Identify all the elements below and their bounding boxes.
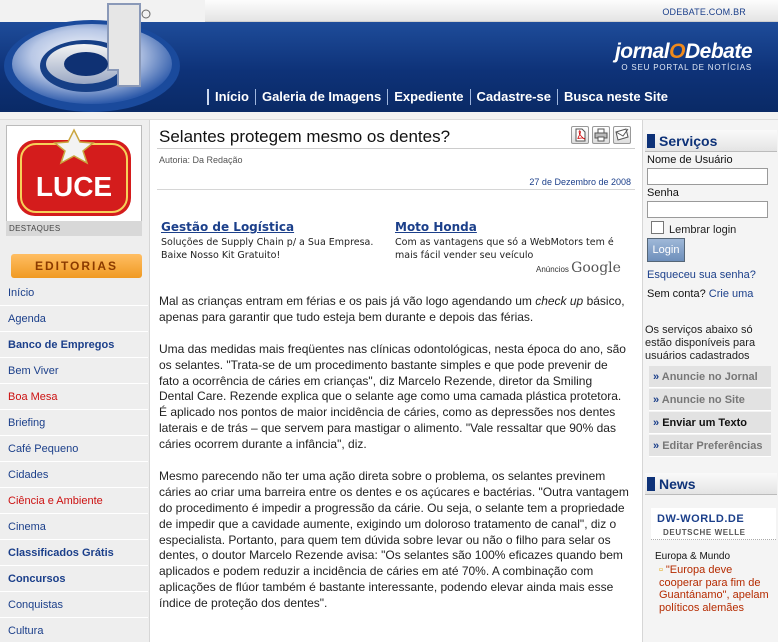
header-strip xyxy=(0,112,778,120)
news-item-link[interactable]: ▫ "Europa deve cooperar para fim de Guantánamo", apelam políticos alemães xyxy=(659,564,769,614)
username-label: Nome de Usuário xyxy=(647,154,733,166)
brand xyxy=(615,40,752,72)
title-divider xyxy=(157,148,635,149)
menu-item-classificados[interactable]: Classificados Grátis xyxy=(0,540,148,566)
print-icon[interactable] xyxy=(592,126,610,144)
news-category: Europa & Mundo xyxy=(655,551,731,562)
news-header: News xyxy=(645,473,777,495)
menu-item-concursos[interactable]: Concursos xyxy=(0,566,148,592)
luce-logo xyxy=(7,126,141,222)
nav-busca[interactable]: Busca neste Site xyxy=(557,89,674,105)
right-column xyxy=(642,120,778,642)
ad-text: Soluções de Supply Chain p/ a Sua Empresa. Baixe Nosso Kit Gratuito! xyxy=(161,237,374,261)
remember-label: Lembrar login xyxy=(669,224,737,236)
menu-item-bem-viver[interactable]: Bem Viver xyxy=(0,358,148,384)
site-domain[interactable]: ODEBATE.COM.BR xyxy=(662,7,746,17)
email-icon[interactable] xyxy=(613,126,631,144)
sponsor-label: DESTAQUES xyxy=(6,221,142,236)
site-logo[interactable] xyxy=(0,0,205,112)
article-paragraph: Mal as crianças entram em férias e os pais já vão logo agendando um check up básico, apenas para garantir que tudo esteja bem durante e depois das férias. xyxy=(159,294,625,324)
dw-subtitle: DEUTSCHE WELLE xyxy=(663,528,746,537)
menu-item-cafe-pequeno[interactable]: Café Pequeno xyxy=(0,436,148,462)
date-divider xyxy=(157,189,635,190)
section-marker xyxy=(647,134,655,148)
service-enviar-texto[interactable]: » Enviar um Texto xyxy=(649,412,771,434)
service-editar-preferencias[interactable]: » Editar Preferências xyxy=(649,435,771,457)
service-anuncie-jornal[interactable]: » Anuncie no Jornal xyxy=(649,366,771,388)
nav-galeria[interactable]: Galeria de Imagens xyxy=(255,89,387,105)
menu-item-briefing[interactable]: Briefing xyxy=(0,410,148,436)
ad-title-link[interactable]: Moto Honda xyxy=(395,220,477,234)
ad-block xyxy=(395,220,615,262)
menu-item-cidades[interactable]: Cidades xyxy=(0,462,148,488)
ad-block xyxy=(161,220,381,262)
logo-d-icon xyxy=(0,0,205,112)
article-tools xyxy=(571,126,631,144)
editorias-header: EDITORIAS xyxy=(11,254,142,278)
username-field[interactable] xyxy=(647,168,768,185)
menu-item-inicio[interactable]: Início xyxy=(0,280,148,306)
sponsor-banner[interactable] xyxy=(6,125,142,235)
section-marker xyxy=(647,477,655,491)
no-account-text: Sem conta? Crie uma xyxy=(647,288,754,300)
article-paragraph: Mesmo parecendo não ter uma ação direta sobre o problema, os selantes previnem cáries ao criar uma barreira entre os dentes e os açúcares e bactérias. "Outra vantagem do procedimento é impedir a progressão da cárie. Ou seja, o selante tem a propriedade de impedir que a cavidade aumente, exigindo um doloroso tratamento de canal", diz o especialista. Portanto, para quem tem dúvida sobre levar ou não o filho para selar os dentes, o doutor Marcelo Rezende avisa: "Os selantes são 100% eficazes quando bem aplicados e podem reduzir a incidência de cáries em até 70%. A combinação com aplicações de flúor também é bastante interessante, podendo elevar ainda mais esse índice de proteção dos dentes". xyxy=(159,468,629,611)
ads-by-label: Anúncios xyxy=(536,265,569,274)
service-anuncie-site[interactable]: » Anuncie no Site xyxy=(649,389,771,411)
svg-text:LUCE: LUCE xyxy=(35,171,113,202)
article-title: Selantes protegem mesmo os dentes? xyxy=(159,127,451,146)
brand-tagline: O SEU PORTAL DE NOTÍCIAS xyxy=(621,63,752,72)
menu-item-banco-de-empregos[interactable]: Banco de Empregos xyxy=(0,332,148,358)
article-paragraph: Uma das medidas mais freqüentes nas clínicas odontológicas, nesta época do ano, são os selantes. "Trata-se de um procedimento bastante simples e que pode prevenir de fato a ocorrência de cáries em crianças", diz Marcelo Rezende, diretor da Smiling Dental Care. Rezende explica que o selante age como uma camada plástica protetora. É aplicado nos pontos de maior incidência de cáries, como as depressões nos dentes laterais e de trás – que servem para mastigar o alimento. "Vale ressaltar que 90% das cáries ocorrem durante a infância", diz. xyxy=(159,341,626,452)
article-date: 27 de Dezembro de 2008 xyxy=(529,177,631,187)
password-label: Senha xyxy=(647,187,679,199)
nav-inicio[interactable]: Início xyxy=(207,89,255,105)
article-body xyxy=(159,294,629,628)
article xyxy=(151,120,641,642)
brand-name: jornalODebate xyxy=(614,40,752,63)
ad-text: Com as vantagens que só a WebMotors tem é mais fácil vender seu veículo xyxy=(395,237,614,261)
menu-item-ciencia-e-ambiente[interactable]: Ciência e Ambiente xyxy=(0,488,148,514)
ad-title-link[interactable]: Gestão de Logística xyxy=(161,220,295,234)
password-field[interactable] xyxy=(647,201,768,218)
services-header: Serviços xyxy=(645,130,777,152)
bullet-icon: ▫ xyxy=(659,564,663,576)
nav-expediente[interactable]: Expediente xyxy=(387,89,469,105)
ads-by-google[interactable] xyxy=(536,260,621,276)
pdf-icon[interactable] xyxy=(571,126,589,144)
menu-item-agenda[interactable]: Agenda xyxy=(0,306,148,332)
menu-item-cinema[interactable]: Cinema xyxy=(0,514,148,540)
create-account-link[interactable]: Crie uma xyxy=(708,288,754,300)
remember-checkbox[interactable] xyxy=(651,221,664,234)
editorias-menu xyxy=(0,280,148,642)
main-nav xyxy=(207,84,674,110)
forgot-password-link[interactable]: Esqueceu sua senha? xyxy=(647,269,756,281)
menu-item-boa-mesa[interactable]: Boa Mesa xyxy=(0,384,148,410)
menu-item-cultura[interactable]: Cultura xyxy=(0,618,148,642)
nav-cadastre-se[interactable]: Cadastre-se xyxy=(470,89,557,105)
menu-item-conquistas[interactable]: Conquistas xyxy=(0,592,148,618)
dw-logo: DW-WORLD.DE xyxy=(657,513,745,525)
article-author: Autoria: Da Redação xyxy=(159,155,243,165)
google-logo: Google xyxy=(571,260,621,276)
services-info: Os serviços abaixo só estão disponíveis para usuários cadastrados xyxy=(645,324,756,362)
left-column xyxy=(0,120,150,642)
login-button[interactable]: Login xyxy=(647,238,685,262)
